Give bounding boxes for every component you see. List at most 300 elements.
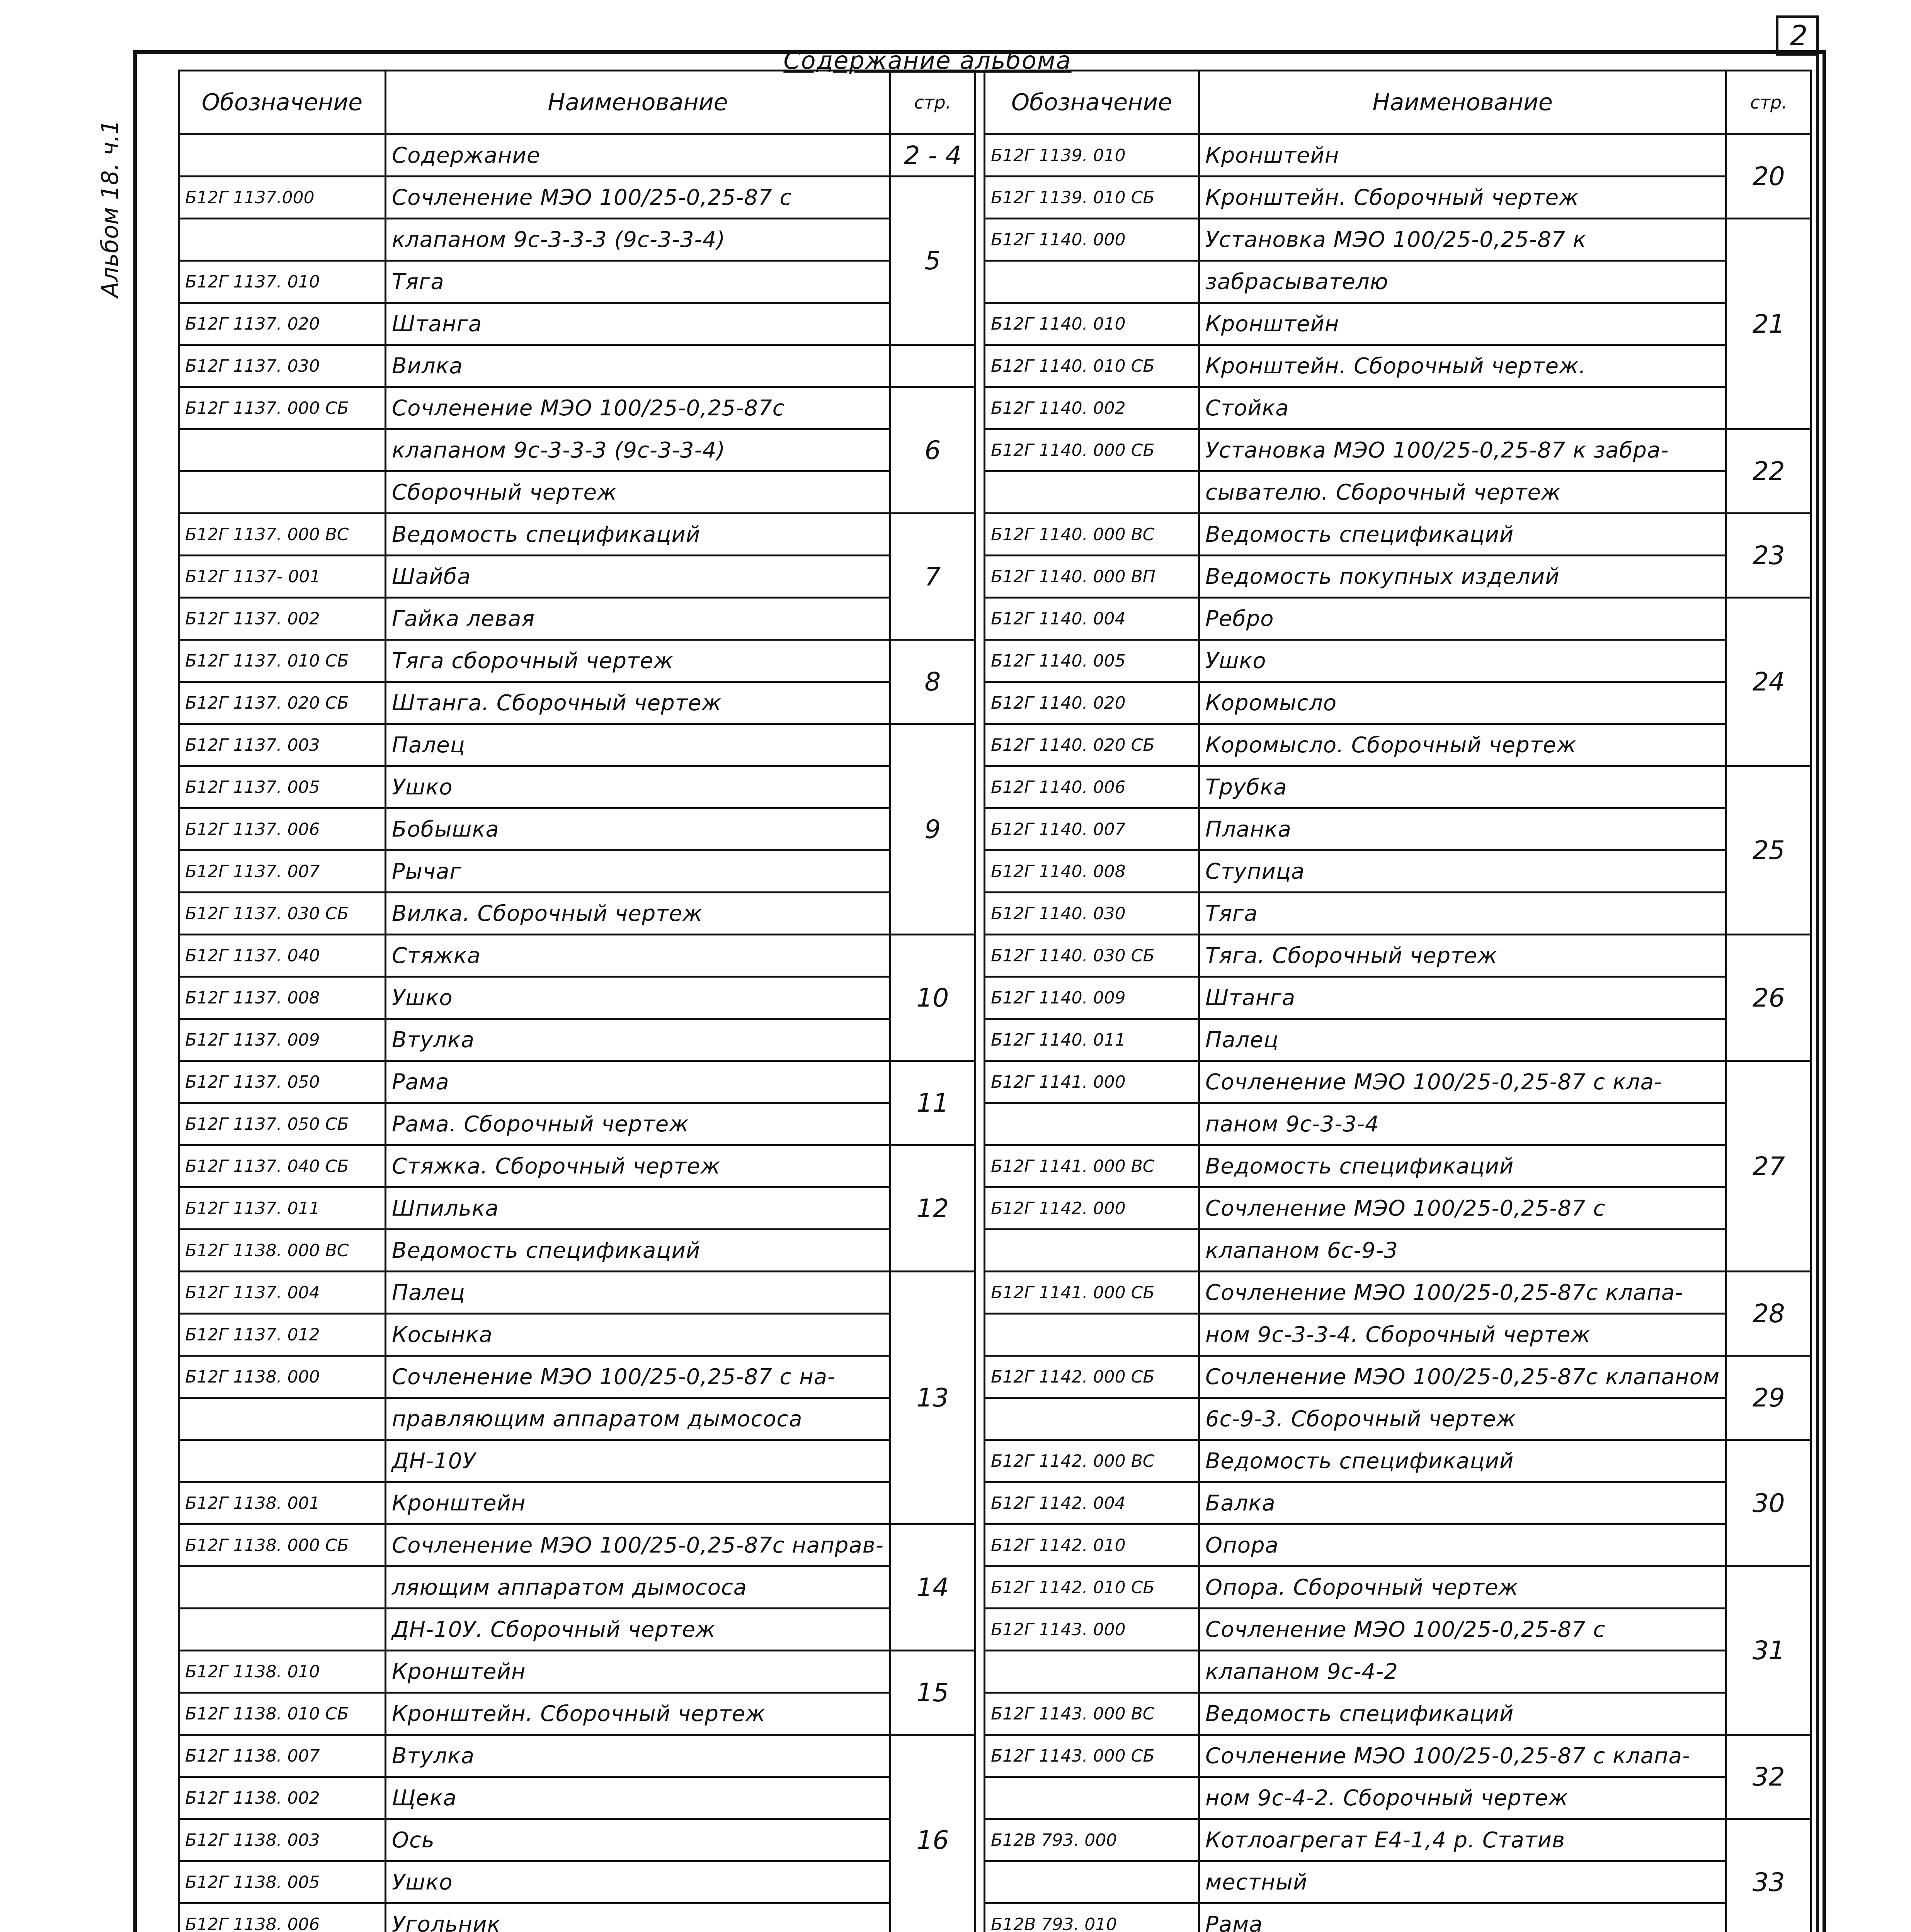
page-cell: 11 <box>890 1061 975 1145</box>
name-cell: Кронштейн <box>386 1482 890 1524</box>
name-cell: Стяжка. Сборочный чертеж <box>386 1145 890 1187</box>
designation-cell: Б12Г 1140. 006 <box>985 766 1199 808</box>
name-cell: Ведомость спецификаций <box>1199 1693 1726 1735</box>
designation-cell: Б12Г 1142. 010 <box>985 1524 1199 1566</box>
page-cell: 10 <box>890 935 975 1061</box>
name-cell: Вилка <box>386 345 890 387</box>
table-row <box>179 1314 975 1356</box>
table-row <box>179 1777 975 1819</box>
name-cell: ДН-10У <box>386 1440 890 1482</box>
name-cell: Палец <box>386 1272 890 1314</box>
designation-cell: Б12Г 1140. 010 СБ <box>985 345 1199 387</box>
designation-cell: Б12Г 1138. 010 <box>179 1651 386 1693</box>
name-cell: Палец <box>1199 1019 1726 1061</box>
name-cell: Ведомость спецификаций <box>1199 514 1726 556</box>
designation-cell: Б12Г 1140. 010 <box>985 303 1199 345</box>
table-row <box>985 598 1811 640</box>
table-row <box>179 1103 975 1145</box>
designation-cell: Б12Г 1140. 007 <box>985 808 1199 850</box>
table-row <box>179 134 975 177</box>
name-cell: Сочленение МЭО 100/25-0,25-87 с кла- <box>1199 1061 1726 1103</box>
table-row <box>985 1145 1811 1187</box>
table-row <box>179 1019 975 1061</box>
name-cell: Ось <box>386 1819 890 1861</box>
name-cell: Ведомость покупных изделий <box>1199 556 1726 598</box>
page-cell: 7 <box>890 514 975 640</box>
page-cell: 16 <box>890 1735 975 1932</box>
designation-cell: Б12Г 1140. 020 <box>985 682 1199 724</box>
page-cell: 30 <box>1726 1440 1811 1566</box>
page-cell: 33 <box>1726 1819 1811 1932</box>
table-row <box>179 1356 975 1398</box>
contents-table-right <box>984 70 1812 1932</box>
name-cell: Коромысло <box>1199 682 1726 724</box>
page-cell: 13 <box>890 1272 975 1524</box>
designation-cell: Б12Г 1138. 000 ВС <box>179 1230 386 1272</box>
designation-cell <box>985 1651 1199 1693</box>
table-row <box>985 1272 1811 1314</box>
table-row <box>985 1103 1811 1145</box>
table-row <box>985 1651 1811 1693</box>
designation-cell: Б12Г 1137.000 <box>179 177 386 219</box>
designation-cell: Б12Г 1138. 006 <box>179 1903 386 1932</box>
designation-cell: Б12Г 1138. 003 <box>179 1819 386 1861</box>
name-cell: Ушко <box>386 766 890 808</box>
name-cell: Сочленение МЭО 100/25-0,25-87 с клапа- <box>1199 1735 1726 1777</box>
table-row <box>985 1019 1811 1061</box>
name-cell: правляющим аппаратом дымососа <box>386 1398 890 1440</box>
table-row <box>985 345 1811 387</box>
name-cell: Угольник <box>386 1903 890 1932</box>
name-cell: Планка <box>1199 808 1726 850</box>
table-row <box>985 724 1811 766</box>
table-row <box>985 1061 1811 1103</box>
name-cell: Щека <box>386 1777 890 1819</box>
table-row <box>985 1735 1811 1777</box>
table-row <box>179 766 975 808</box>
designation-cell: Б12Г 1138. 007 <box>179 1735 386 1777</box>
name-cell: Опора. Сборочный чертеж <box>1199 1566 1726 1609</box>
page-cell: 27 <box>1726 1061 1811 1272</box>
name-cell: Сочленение МЭО 100/25-0,25-87 с <box>1199 1609 1726 1651</box>
designation-cell <box>179 1566 386 1609</box>
designation-cell <box>179 134 386 177</box>
name-cell: Кронштейн <box>1199 303 1726 345</box>
name-cell: Установка МЭО 100/25-0,25-87 к <box>1199 219 1726 261</box>
table-header-row <box>179 71 975 134</box>
designation-cell: Б12Г 1137. 000 СБ <box>179 387 386 429</box>
name-cell: Сочленение МЭО 100/25-0,25-87с <box>386 387 890 429</box>
contents-table-left <box>178 70 976 1932</box>
table-row <box>179 303 975 345</box>
designation-cell: Б12В 793. 010 <box>985 1903 1199 1932</box>
name-cell: ном 9с-4-2. Сборочный чертеж <box>1199 1777 1726 1819</box>
table-row <box>985 303 1811 345</box>
table-row <box>179 1903 975 1932</box>
designation-cell <box>985 1777 1199 1819</box>
table-row <box>179 1693 975 1735</box>
table-row <box>985 1187 1811 1230</box>
name-cell: Сочленение МЭО 100/25-0,25-87 с на- <box>386 1356 890 1398</box>
table-row <box>985 261 1811 303</box>
name-cell: Тяга сборочный чертеж <box>386 640 890 682</box>
table-row <box>179 387 975 429</box>
designation-cell: Б12Г 1141. 000 ВС <box>985 1145 1199 1187</box>
name-cell: Балка <box>1199 1482 1726 1524</box>
name-cell: 6с-9-3. Сборочный чертеж <box>1199 1398 1726 1440</box>
page-cell: 8 <box>890 640 975 724</box>
name-cell: клапаном 9с-3-3-3 (9с-3-3-4) <box>386 429 890 471</box>
designation-cell: Б12Г 1140. 020 СБ <box>985 724 1199 766</box>
designation-cell: Б12Г 1138. 000 <box>179 1356 386 1398</box>
table-row <box>179 977 975 1019</box>
page-cell <box>890 345 975 387</box>
designation-cell: Б12Г 1137. 011 <box>179 1187 386 1230</box>
page-cell: 28 <box>1726 1272 1811 1356</box>
table-row <box>985 1777 1811 1819</box>
designation-cell: Б12Г 1140. 000 ВС <box>985 514 1199 556</box>
designation-cell <box>985 1861 1199 1903</box>
designation-cell <box>179 1609 386 1651</box>
name-cell: Сочленение МЭО 100/25-0,25-87с клапа- <box>1199 1272 1726 1314</box>
name-cell: ляющим аппаратом дымососа <box>386 1566 890 1609</box>
table-row <box>179 598 975 640</box>
page-cell: 20 <box>1726 134 1811 219</box>
designation-cell: Б12Г 1138. 002 <box>179 1777 386 1819</box>
designation-cell: Б12В 793. 000 <box>985 1819 1199 1861</box>
name-cell: Ведомость спецификаций <box>386 1230 890 1272</box>
table-row <box>179 682 975 724</box>
name-cell: Кронштейн. Сборочный чертеж <box>386 1693 890 1735</box>
designation-cell: Б12Г 1137. 010 СБ <box>179 640 386 682</box>
table-row <box>985 1314 1811 1356</box>
designation-cell: Б12Г 1138. 000 СБ <box>179 1524 386 1566</box>
name-cell: Ведомость спецификаций <box>1199 1145 1726 1187</box>
name-cell: Установка МЭО 100/25-0,25-87 к забра- <box>1199 429 1726 471</box>
name-cell: Рычаг <box>386 850 890 893</box>
table-row <box>985 1524 1811 1566</box>
table-row <box>179 556 975 598</box>
table-row <box>985 1356 1811 1398</box>
designation-cell <box>179 1398 386 1440</box>
table-row <box>179 1566 975 1609</box>
table-row <box>179 1440 975 1482</box>
name-cell: Рама. Сборочный чертеж <box>386 1103 890 1145</box>
name-cell: Штанга <box>386 303 890 345</box>
table-row <box>985 1440 1811 1482</box>
designation-cell: Б12Г 1137. 030 <box>179 345 386 387</box>
name-cell: Сочленение МЭО 100/25-0,25-87 с <box>386 177 890 219</box>
name-cell: Шпилька <box>386 1187 890 1230</box>
page-cell: 32 <box>1726 1735 1811 1819</box>
page-cell: 5 <box>890 177 975 345</box>
table-row <box>985 429 1811 471</box>
page-cell: 31 <box>1726 1566 1811 1735</box>
page-cell: 12 <box>890 1145 975 1272</box>
table-row <box>179 935 975 977</box>
designation-cell <box>985 471 1199 514</box>
header-page: стр. <box>1726 71 1811 134</box>
designation-cell: Б12Г 1140. 030 СБ <box>985 935 1199 977</box>
page-title: Содержание альбома <box>783 46 1072 75</box>
name-cell: Содержание <box>386 134 890 177</box>
designation-cell: Б12Г 1137. 006 <box>179 808 386 850</box>
name-cell: Сочленение МЭО 100/25-0,25-87с клапаном <box>1199 1356 1726 1398</box>
name-cell: Коромысло. Сборочный чертеж <box>1199 724 1726 766</box>
table-row <box>985 1482 1811 1524</box>
header-name: Наименование <box>1199 71 1726 134</box>
designation-cell: Б12Г 1142. 000 СБ <box>985 1356 1199 1398</box>
header-code: Обозначение <box>985 71 1199 134</box>
name-cell: Втулка <box>386 1735 890 1777</box>
designation-cell: Б12Г 1140. 000 <box>985 219 1199 261</box>
table-row <box>985 682 1811 724</box>
name-cell: клапаном 9с-3-3-3 (9с-3-3-4) <box>386 219 890 261</box>
name-cell: ном 9с-3-3-4. Сборочный чертеж <box>1199 1314 1726 1356</box>
table-row <box>985 808 1811 850</box>
table-row <box>179 514 975 556</box>
name-cell: Опора <box>1199 1524 1726 1566</box>
table-row <box>985 1609 1811 1651</box>
designation-cell: Б12Г 1140. 000 СБ <box>985 429 1199 471</box>
table-row <box>985 766 1811 808</box>
designation-cell: Б12Г 1138. 010 СБ <box>179 1693 386 1735</box>
designation-cell: Б12Г 1137. 010 <box>179 261 386 303</box>
name-cell: Ушко <box>1199 640 1726 682</box>
name-cell: Сочленение МЭО 100/25-0,25-87 с <box>1199 1187 1726 1230</box>
name-cell: Косынка <box>386 1314 890 1356</box>
designation-cell: Б12Г 1137. 040 <box>179 935 386 977</box>
table-row <box>179 345 975 387</box>
table-row <box>985 977 1811 1019</box>
name-cell: ДН-10У. Сборочный чертеж <box>386 1609 890 1651</box>
table-row <box>985 1398 1811 1440</box>
page-number: 2 <box>1790 19 1808 52</box>
designation-cell: Б12Г 1137. 030 СБ <box>179 893 386 935</box>
page-cell: 26 <box>1726 935 1811 1061</box>
designation-cell: Б12Г 1138. 005 <box>179 1861 386 1903</box>
table-row <box>985 893 1811 935</box>
table-row <box>985 471 1811 514</box>
name-cell: забрасывателю <box>1199 261 1726 303</box>
designation-cell: Б12Г 1140. 000 ВП <box>985 556 1199 598</box>
name-cell: Вилка. Сборочный чертеж <box>386 893 890 935</box>
designation-cell: Б12Г 1143. 000 ВС <box>985 1693 1199 1735</box>
page-number-box <box>1776 15 1819 56</box>
designation-cell <box>985 1230 1199 1272</box>
designation-cell: Б12Г 1138. 001 <box>179 1482 386 1524</box>
name-cell: Стойка <box>1199 387 1726 429</box>
table-row <box>179 471 975 514</box>
name-cell: паном 9с-3-3-4 <box>1199 1103 1726 1145</box>
designation-cell <box>179 219 386 261</box>
table-row <box>179 640 975 682</box>
name-cell: Котлоагрегат Е4-1,4 р. Статив <box>1199 1819 1726 1861</box>
table-row <box>179 1398 975 1440</box>
page-cell: 29 <box>1726 1356 1811 1440</box>
name-cell: Рама <box>386 1061 890 1103</box>
table-row <box>985 387 1811 429</box>
table-row <box>179 1230 975 1272</box>
name-cell: Кронштейн <box>386 1651 890 1693</box>
table-row <box>985 556 1811 598</box>
name-cell: Тяга. Сборочный чертеж <box>1199 935 1726 977</box>
page-cell: 6 <box>890 387 975 514</box>
album-label-text: Альбом 18. ч.1 <box>97 120 124 298</box>
designation-cell: Б12Г 1137. 009 <box>179 1019 386 1061</box>
designation-cell: Б12Г 1137. 012 <box>179 1314 386 1356</box>
table-row <box>985 1693 1811 1735</box>
designation-cell: Б12Г 1142. 000 <box>985 1187 1199 1230</box>
name-cell: клапаном 9с-4-2 <box>1199 1651 1726 1693</box>
table-row <box>179 1061 975 1103</box>
table-row <box>179 219 975 261</box>
designation-cell: Б12Г 1137. 050 <box>179 1061 386 1103</box>
name-cell: Стяжка <box>386 935 890 977</box>
designation-cell <box>985 1314 1199 1356</box>
name-cell: Рама <box>1199 1903 1726 1932</box>
designation-cell <box>179 471 386 514</box>
designation-cell: Б12Г 1142. 004 <box>985 1482 1199 1524</box>
name-cell: Ступица <box>1199 850 1726 893</box>
designation-cell: Б12Г 1137. 002 <box>179 598 386 640</box>
designation-cell: Б12Г 1137. 040 СБ <box>179 1145 386 1187</box>
table-row <box>985 1903 1811 1932</box>
name-cell: Бобышка <box>386 808 890 850</box>
album-side-label <box>83 93 137 325</box>
name-cell: Тяга <box>386 261 890 303</box>
name-cell: сывателю. Сборочный чертеж <box>1199 471 1726 514</box>
name-cell: Гайка левая <box>386 598 890 640</box>
name-cell: Тяга <box>1199 893 1726 935</box>
name-cell: Втулка <box>386 1019 890 1061</box>
table-row <box>179 1651 975 1693</box>
table-row <box>985 935 1811 977</box>
name-cell: Ребро <box>1199 598 1726 640</box>
designation-cell: Б12Г 1139. 010 СБ <box>985 177 1199 219</box>
table-row <box>179 893 975 935</box>
name-cell: Ведомость спецификаций <box>1199 1440 1726 1482</box>
name-cell: местный <box>1199 1861 1726 1903</box>
table-row <box>179 1861 975 1903</box>
designation-cell <box>179 1440 386 1482</box>
designation-cell: Б12Г 1137. 003 <box>179 724 386 766</box>
page-cell: 15 <box>890 1651 975 1735</box>
designation-cell: Б12Г 1142. 000 ВС <box>985 1440 1199 1482</box>
table-row <box>179 261 975 303</box>
designation-cell: Б12Г 1140. 011 <box>985 1019 1199 1061</box>
name-cell: Сборочный чертеж <box>386 471 890 514</box>
name-cell: Палец <box>386 724 890 766</box>
header-code: Обозначение <box>179 71 386 134</box>
designation-cell: Б12Г 1141. 000 СБ <box>985 1272 1199 1314</box>
designation-cell: Б12Г 1137- 001 <box>179 556 386 598</box>
table-row <box>985 850 1811 893</box>
designation-cell: Б12Г 1140. 002 <box>985 387 1199 429</box>
table-row <box>985 219 1811 261</box>
designation-cell <box>179 429 386 471</box>
table-row <box>179 1145 975 1187</box>
designation-cell: Б12Г 1137. 020 <box>179 303 386 345</box>
designation-cell: Б12Г 1140. 005 <box>985 640 1199 682</box>
table-row <box>985 640 1811 682</box>
page-cell: 23 <box>1726 514 1811 598</box>
designation-cell: Б12Г 1140. 009 <box>985 977 1199 1019</box>
table-row <box>179 850 975 893</box>
name-cell: Штанга. Сборочный чертеж <box>386 682 890 724</box>
table-row <box>985 1566 1811 1609</box>
designation-cell: Б12Г 1137. 050 СБ <box>179 1103 386 1145</box>
page-cell: 22 <box>1726 429 1811 514</box>
table-row <box>985 514 1811 556</box>
page-cell: 25 <box>1726 766 1811 935</box>
page-cell: 14 <box>890 1524 975 1651</box>
table-row <box>179 1609 975 1651</box>
name-cell: Ушко <box>386 1861 890 1903</box>
table-row <box>179 429 975 471</box>
designation-cell: Б12Г 1140. 004 <box>985 598 1199 640</box>
table-row <box>179 1735 975 1777</box>
header-name: Наименование <box>386 71 890 134</box>
table-row <box>179 808 975 850</box>
page-cell: 2 - 4 <box>890 134 975 177</box>
designation-cell <box>985 261 1199 303</box>
designation-cell: Б12Г 1141. 000 <box>985 1061 1199 1103</box>
page-cell: 21 <box>1726 219 1811 429</box>
table-row <box>179 177 975 219</box>
page-cell: 24 <box>1726 598 1811 766</box>
page-cell: 9 <box>890 724 975 935</box>
table-row <box>985 1819 1811 1861</box>
designation-cell: Б12Г 1137. 020 СБ <box>179 682 386 724</box>
designation-cell <box>985 1103 1199 1145</box>
name-cell: Кронштейн. Сборочный чертеж <box>1199 177 1726 219</box>
header-page: стр. <box>890 71 975 134</box>
designation-cell: Б12Г 1139. 010 <box>985 134 1199 177</box>
table-row <box>179 724 975 766</box>
table-row <box>985 177 1811 219</box>
table-header-row <box>985 71 1811 134</box>
table-row <box>985 1230 1811 1272</box>
table-row <box>179 1524 975 1566</box>
designation-cell: Б12Г 1142. 010 СБ <box>985 1566 1199 1609</box>
name-cell: Кронштейн. Сборочный чертеж. <box>1199 345 1726 387</box>
name-cell: Сочленение МЭО 100/25-0,25-87с направ- <box>386 1524 890 1566</box>
table-row <box>179 1819 975 1861</box>
table-row <box>985 1861 1811 1903</box>
designation-cell: Б12Г 1140. 008 <box>985 850 1199 893</box>
designation-cell: Б12Г 1137. 008 <box>179 977 386 1019</box>
table-row <box>179 1272 975 1314</box>
designation-cell: Б12Г 1137. 000 ВС <box>179 514 386 556</box>
table-row <box>179 1187 975 1230</box>
name-cell: Кронштейн <box>1199 134 1726 177</box>
designation-cell: Б12Г 1137. 007 <box>179 850 386 893</box>
table-row <box>179 1482 975 1524</box>
designation-cell <box>985 1398 1199 1440</box>
designation-cell: Б12Г 1137. 004 <box>179 1272 386 1314</box>
table-row <box>985 134 1811 177</box>
designation-cell: Б12Г 1137. 005 <box>179 766 386 808</box>
name-cell: Ведомость спецификаций <box>386 514 890 556</box>
name-cell: Ушко <box>386 977 890 1019</box>
name-cell: Штанга <box>1199 977 1726 1019</box>
designation-cell: Б12Г 1140. 030 <box>985 893 1199 935</box>
designation-cell: Б12Г 1143. 000 <box>985 1609 1199 1651</box>
name-cell: клапаном 6с-9-3 <box>1199 1230 1726 1272</box>
name-cell: Трубка <box>1199 766 1726 808</box>
designation-cell: Б12Г 1143. 000 СБ <box>985 1735 1199 1777</box>
